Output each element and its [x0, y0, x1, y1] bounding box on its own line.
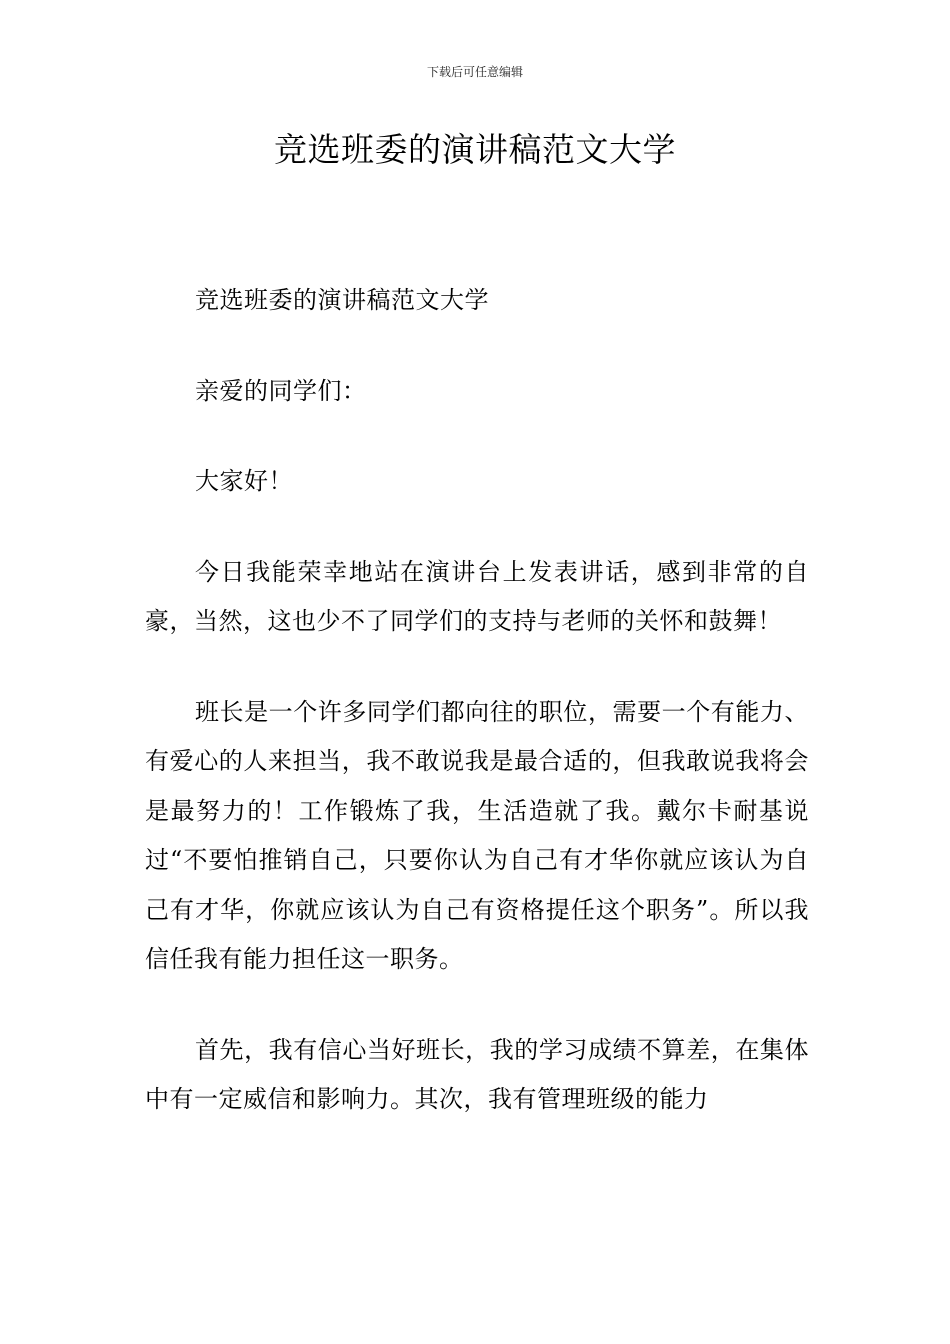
paragraph-salutation: 亲爱的同学们：: [195, 376, 367, 405]
paragraph-first-reason: 首先，我有信心当好班长，我的学习成绩不算差，在集体中有一定威信和影响力。其次，我有管理班级的能力: [145, 1035, 809, 1113]
paragraph-heading: 竞选班委的演讲稿范文大学: [195, 286, 489, 314]
document-title: 竞选班委的演讲稿范文大学: [274, 130, 676, 169]
paragraph-intro: 今日我能荣幸地站在演讲台上发表讲话，感到非常的自豪，当然，这也少不了同学们的支持与老师的关怀和鼓舞！: [145, 557, 809, 635]
paragraph-monitor-role: 班长是一个许多同学们都向往的职位，需要一个有能力、有爱心的人来担当，我不敢说我是最合适的，但我敢说我将会是最努力的！工作锻炼了我，生活造就了我。戴尔卡耐基说过“不要怕推销自己，只要你认为自己有才华你就应该认为自己有才华，你就应该认为自己有资格提任这个职务”。所以我信任我有能力担任这一职务。: [145, 697, 809, 973]
document-body: [145, 276, 809, 1125]
paragraph-greeting: 大家好！: [195, 467, 293, 495]
header-note: 下载后可任意编辑: [426, 65, 523, 79]
